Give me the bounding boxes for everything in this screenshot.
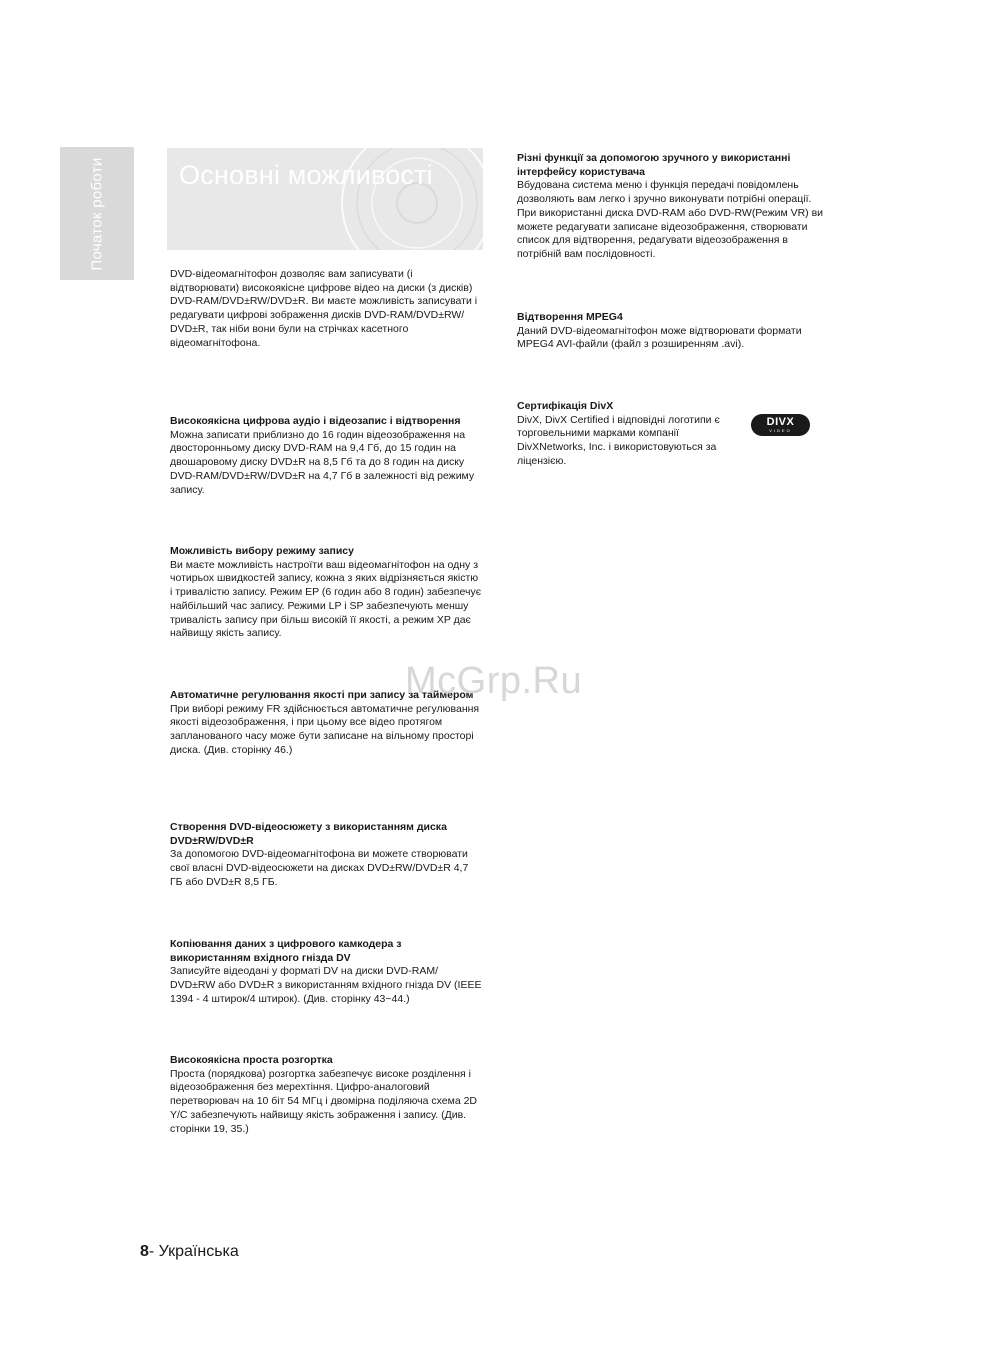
feature-heading: Можливість вибору режиму запису	[170, 545, 354, 557]
feature-section	[517, 400, 727, 469]
feature-heading: Високоякісна проста розгортка	[170, 1054, 333, 1066]
feature-text: DivX, DivX Certified і відповідні логотипи є торговельними марками компанії DivXNetworks, Inc. і використовуються за ліцензією.	[517, 413, 720, 467]
feature-heading: Сертифікація DivX	[517, 400, 614, 412]
title-banner	[167, 148, 483, 250]
divx-logo	[751, 414, 810, 436]
feature-text: Проста (порядкова) розгортка забезпечує високе розділення і відеозображення без мерехтіння. Цифро-аналоговий перетворювач на 10 біт 54 МГц і двомірна поділяюча схема 2D Y/C забезпечують найвищу якість зображення і запису. (Див. сторінки 19, 35.)	[170, 1067, 478, 1135]
page-number: 8	[140, 1243, 149, 1260]
footer-language: - Українська	[148, 1243, 239, 1260]
divx-logo-subtext: VIDEO	[769, 428, 792, 433]
feature-heading: Високоякісна цифрова аудіо і відеозапис і відтворення	[170, 415, 461, 427]
intro-text: DVD-відеомагнітофон дозволяє вам записувати (і відтворювати) високоякісне цифрове відео на диски (з дисків) DVD-RAM/DVD±RW/DVD±R. Ви маєте можливість записувати і редагувати цифрові зображення дисків DVD-RAM/DVD±RW/ DVD±R, так ніби вони були на стрічках касетного відеомагнітофона.	[170, 268, 478, 349]
feature-heading: Відтворення MPEG4	[517, 311, 623, 323]
feature-section	[170, 938, 482, 1007]
feature-text: За допомогою DVD-відеомагнітофона ви можете створювати свої власні DVD-відеосюжети на дисках DVD±RW/DVD±R 4,7 ГБ або DVD±R 8,5 ГБ.	[170, 848, 469, 888]
feature-text: Вбудована система меню і функція передачі повідомлень дозволяють вам легко і зручно виконувати потрібні операції. При використанні диска DVD-RAM або DVD-RW(Режим VR) ви можете редагувати записане відеозображення, створювати список для відтворення, редагувати відеозображення в потрібній вам послідовності.	[517, 179, 824, 260]
page-title: Основні можливості	[179, 160, 433, 190]
feature-heading: Копіювання даних з цифрового камкодера з використанням вхідного гнізда DV	[170, 938, 402, 964]
feature-text: Даний DVD-відеомагнітофон може відтворювати формати MPEG4 AVI-файли (файл з розширенням .avi).	[517, 324, 802, 351]
page-footer	[140, 1243, 239, 1261]
feature-text: Ви маєте можливість настроїти ваш відеомагнітофон на одну з чотирьох швидкостей запису, кожна з яких відрізняється якістю і тривалістю запису. Режим EP (6 годин або 8 годин) забезпечує найбільший час запису. Режими LP і SP забезпечують меншу тривалість запису при більш високій її якості, а режим XP дає найвищу якість запису.	[170, 558, 482, 640]
feature-section	[517, 311, 829, 352]
feature-heading: Автоматичне регулювання якості при запису за таймером	[170, 689, 474, 701]
feature-section	[170, 415, 482, 497]
feature-text: Записуйте відеодані у форматі DV на диски DVD-RAM/ DVD±RW або DVD±R з використанням вхідного гнізда DV (IEEE 1394 - 4 штирок/4 штирок). (Див. сторінку 43~44.)	[170, 965, 482, 1005]
feature-text: При виборі режиму FR здійснюється автоматичне регулювання якості відеозображення, і при цьому все відео протягом запланованого часу може бути записане на вільному просторі диска. (Див. сторінку 46.)	[170, 702, 480, 756]
feature-text: Можна записати приблизно до 16 годин відеозображення на двосторонньому диску DVD-RAM на 9,4 Гб, до 15 годин на двошаровому диску DVD±R на 8,5 Гб та до 8 годин на диску DVD-RAM/DVD±RW/DVD±R на 4,7 Гб в залежності від режиму запису.	[170, 428, 475, 496]
feature-section	[517, 152, 829, 262]
section-tab-label: Початок роботи	[88, 156, 106, 271]
feature-heading: Різні функції за допомогою зручного у використанні інтерфейсу користувача	[517, 152, 791, 178]
watermark: McGrp.Ru	[405, 660, 583, 702]
feature-section	[170, 821, 482, 890]
feature-section	[170, 1054, 482, 1136]
intro-paragraph	[170, 268, 482, 350]
divx-logo-text: DIVX	[766, 416, 795, 428]
feature-section	[170, 545, 482, 641]
feature-heading: Створення DVD-відеосюжету з використанням диска DVD±RW/DVD±R	[170, 821, 447, 847]
section-tab	[60, 147, 134, 280]
